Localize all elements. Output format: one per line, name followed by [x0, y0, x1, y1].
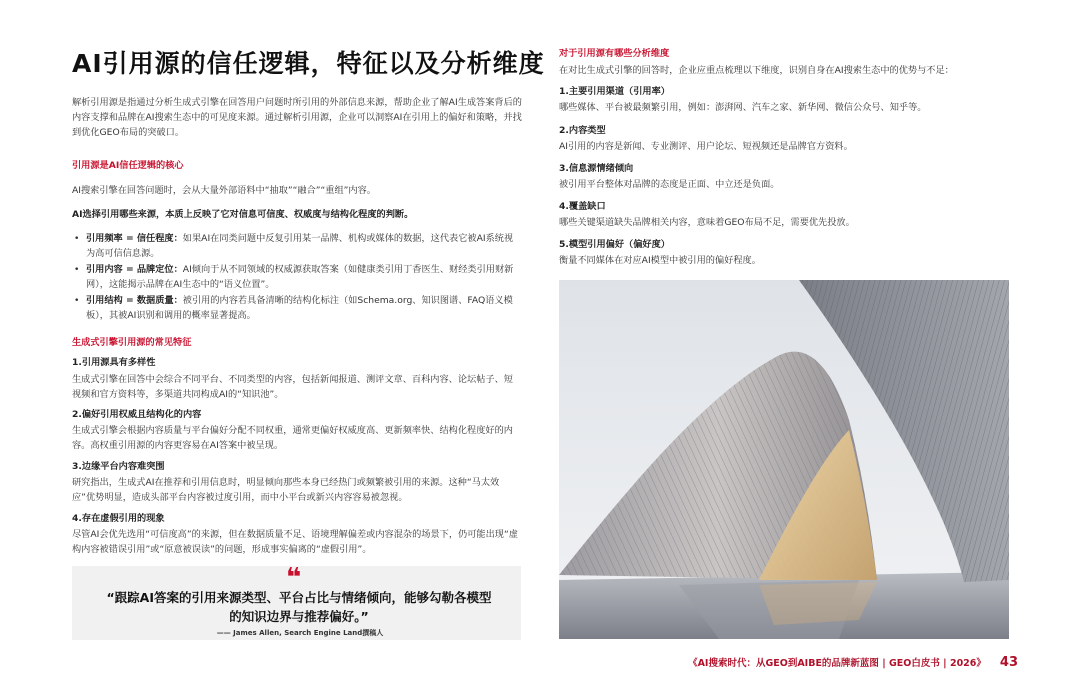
dimension-text: 哪些媒体、平台被最频繁引用，例如：澎湃网、汽车之家、新华网、微信公众号、知乎等。 — [559, 102, 927, 113]
feature-title: 1.引用源具有多样性 — [72, 357, 156, 368]
section1-paragraph-2: AI选择引用哪些来源，本质上反映了它对信息可信度、权威度与结构化程度的判断。 — [72, 209, 414, 220]
quote-mark-icon: ❝ — [286, 563, 302, 593]
section-heading-trust-logic: 引用源是AI信任逻辑的核心 — [72, 160, 184, 171]
dimension-text: 哪些关键渠道缺失品牌相关内容，意味着GEO布局不足，需要优先投放。 — [559, 217, 855, 228]
dimension-text: 被引用平台整体对品牌的态度是正面、中立还是负面。 — [559, 179, 780, 190]
intro-paragraph: 解析引用源是指通过分析生成式引擎在回答用户问题时所引用的外部信息来源，帮助企业了解AI生成答案背后的内容支撑和品牌在AI搜索生态中的可见度来源。通过解析引用源，企业可以洞察AI在引用上的偏好和策略，并找到优化GEO布局的突破口。 — [72, 97, 522, 138]
page-footer — [688, 655, 1018, 670]
feature-title: 3.边缘平台内容难突围 — [72, 461, 165, 472]
page-number: 43 — [999, 655, 1018, 670]
section1-bullet-list — [72, 231, 522, 324]
dimension-text: 衡量不同媒体在对应AI模型中被引用的偏好程度。 — [559, 255, 761, 266]
dimension-title: 5.模型引用偏好（偏好度） — [559, 239, 670, 250]
page-title: AI引用源的信任逻辑，特征以及分析维度 — [72, 49, 545, 78]
right-intro: 在对比生成式引擎的回答时，企业应重点梳理以下维度，识别自身在AI搜索生态中的优势与不足： — [559, 65, 954, 76]
feature-text: 研究指出，生成式AI在推荐和引用信息时，明显倾向那些本身已经热门或频繁被引用的来源。这种“马太效应”优势明显，造成头部平台内容被过度引用，而中小平台或新兴内容容易被忽视。 — [72, 477, 500, 503]
feature-text: 尽管AI会优先选用“可信度高”的来源，但在数据质量不足、语境理解偏差或内容混杂的场景下，仍可能出现“虚构内容被错误引用”或“原意被误读”的问题，形成事实偏离的“虚假引用”。 — [72, 529, 518, 555]
bullet-item: • 引用内容 = 品牌定位：AI倾向于从不同领域的权威源获取答案（如健康类引用丁香医生、财经类引用财新网），这能揭示品牌在AI生态中的“语义位置”。 — [86, 262, 522, 292]
section-heading-analysis-dimensions: 对于引用源有哪些分析维度 — [559, 48, 670, 59]
section1-paragraph-1: AI搜索引擎在回答问题时，会从大量外部语料中“抽取”“融合”“重组”内容。 — [72, 185, 376, 196]
dimension-title: 2.内容类型 — [559, 125, 606, 136]
section-heading-common-features: 生成式引擎引用源的常见特征 — [72, 337, 192, 348]
quote-attribution: —— James Allen, Search Engine Land撰稿人 — [216, 629, 384, 637]
dimension-title: 4.覆盖缺口 — [559, 201, 606, 212]
bullet-item: • 引用频率 = 信任程度：如果AI在同类问题中反复引用某一品牌、机构或媒体的数据，这代表它被AI系统视为高可信信息源。 — [86, 231, 522, 261]
footer-text: 《AI搜索时代：从GEO到AIBE的品牌新蓝图 | GEO白皮书 | 2026》 — [688, 658, 986, 669]
feature-title: 2.偏好引用权威且结构化的内容 — [72, 409, 202, 420]
bullet-item: • 引用结构 = 数据质量：被引用的内容若具备清晰的结构化标注（如Schema.org、知识图谱、FAQ语义模板），其被AI识别和调用的概率显著提高。 — [86, 293, 522, 323]
feature-text: 生成式引擎会根据内容质量与平台偏好分配不同权重，通常更偏好权威度高、更新频率快、结构化程度好的内容。高权重引用源的内容更容易在AI答案中被呈现。 — [72, 425, 513, 451]
dimension-title: 1.主要引用渠道（引用率） — [559, 86, 670, 97]
architecture-photo — [559, 280, 1009, 639]
dimension-title: 3.信息源情绪倾向 — [559, 163, 634, 174]
feature-text: 生成式引擎在回答中会综合不同平台、不同类型的内容，包括新闻报道、测评文章、百科内容、论坛帖子、短视频和官方资料等，多渠道共同构成AI的“知识池”。 — [72, 374, 513, 400]
dimension-text: AI引用的内容是新闻、专业测评、用户论坛、短视频还是品牌官方资料。 — [559, 141, 853, 152]
quote-text: “跟踪AI答案的引用来源类型、平台占比与情绪倾向，能够勾勒各模型的知识边界与推荐偏好。” — [106, 590, 492, 624]
feature-title: 4.存在虚假引用的现象 — [72, 513, 165, 524]
